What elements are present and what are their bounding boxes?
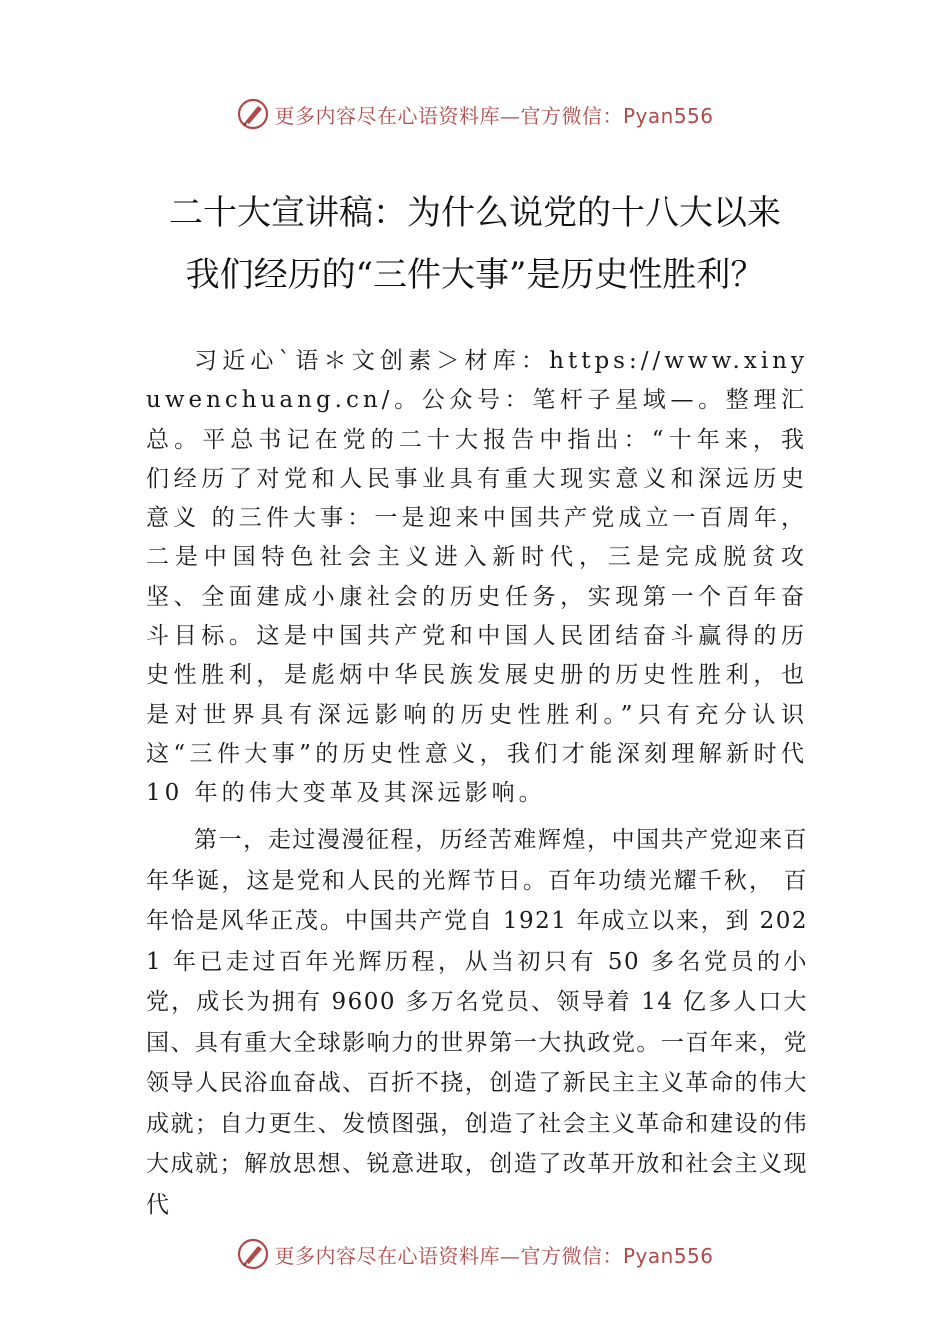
footer-banner [0,1234,950,1274]
header-banner [0,94,950,134]
banner-text: 更多内容尽在心语资料库—官方微信：Pyan556 [274,1243,714,1268]
title-line-2: 我们经历的“三件大事”是历史性胜利？ [185,255,765,295]
pen-logo-icon [236,1237,270,1271]
document-title [0,182,950,306]
banner-text: 更多内容尽在心语资料库—官方微信：Pyan556 [274,103,714,128]
body-paragraph-2: 第一，走过漫漫征程，历经苦难辉煌，中国共产党迎来百年华诞，这是党和人民的光辉节日。百年功绩光耀千秋， 百年恰是风华正茂。中国共产党自 1921 年成立以来，到 2021 年已走过百年光辉历程，从当初只有 50 多名党员的小党，成长为拥有 9600 多万名党员、领导着 14 亿多人口大国、具有重大全球影响力的世界第一大执政党。一百年来，党领导人民浴血奋战、百折不挠，创造了新民主主义革命的伟大成就；自力更生、发愤图强，创造了社会主义革命和建设的伟大成就；解放思想、锐意进取，创造了改革开放和社会主义现代 [146,827,808,1218]
title-line-1: 二十大宣讲稿：为什么说党的十八大以来 [169,193,781,233]
body-paragraph-1: 习近心`语＊文创素＞材库：https://www.xinyuwenchuang.cn/。公众号：笔杆子星域—。整理汇总。平总书记在党的二十大报告中指出：“十年来，我们经历了对党和人民事业具有重大现实意义和深远历史意义 的三件大事：一是迎来中国共产党成立一百周年，二是中国特色社会主义进入新时代，三是完成脱贫攻坚、全面建成小康社会的历史任务，实现第一个百年奋斗目标。这是中国共产党和中国人民团结奋斗赢得的历史性胜利，是彪炳中华民族发展史册的历史性胜利，也是对世界具有深远影响的历史性胜利。”只有充分认识这“三件大事”的历史性意义，我们才能深刻理解新时代 10 年的伟大变革及其深远影响。 [146,348,808,807]
pen-logo-icon [236,97,270,131]
